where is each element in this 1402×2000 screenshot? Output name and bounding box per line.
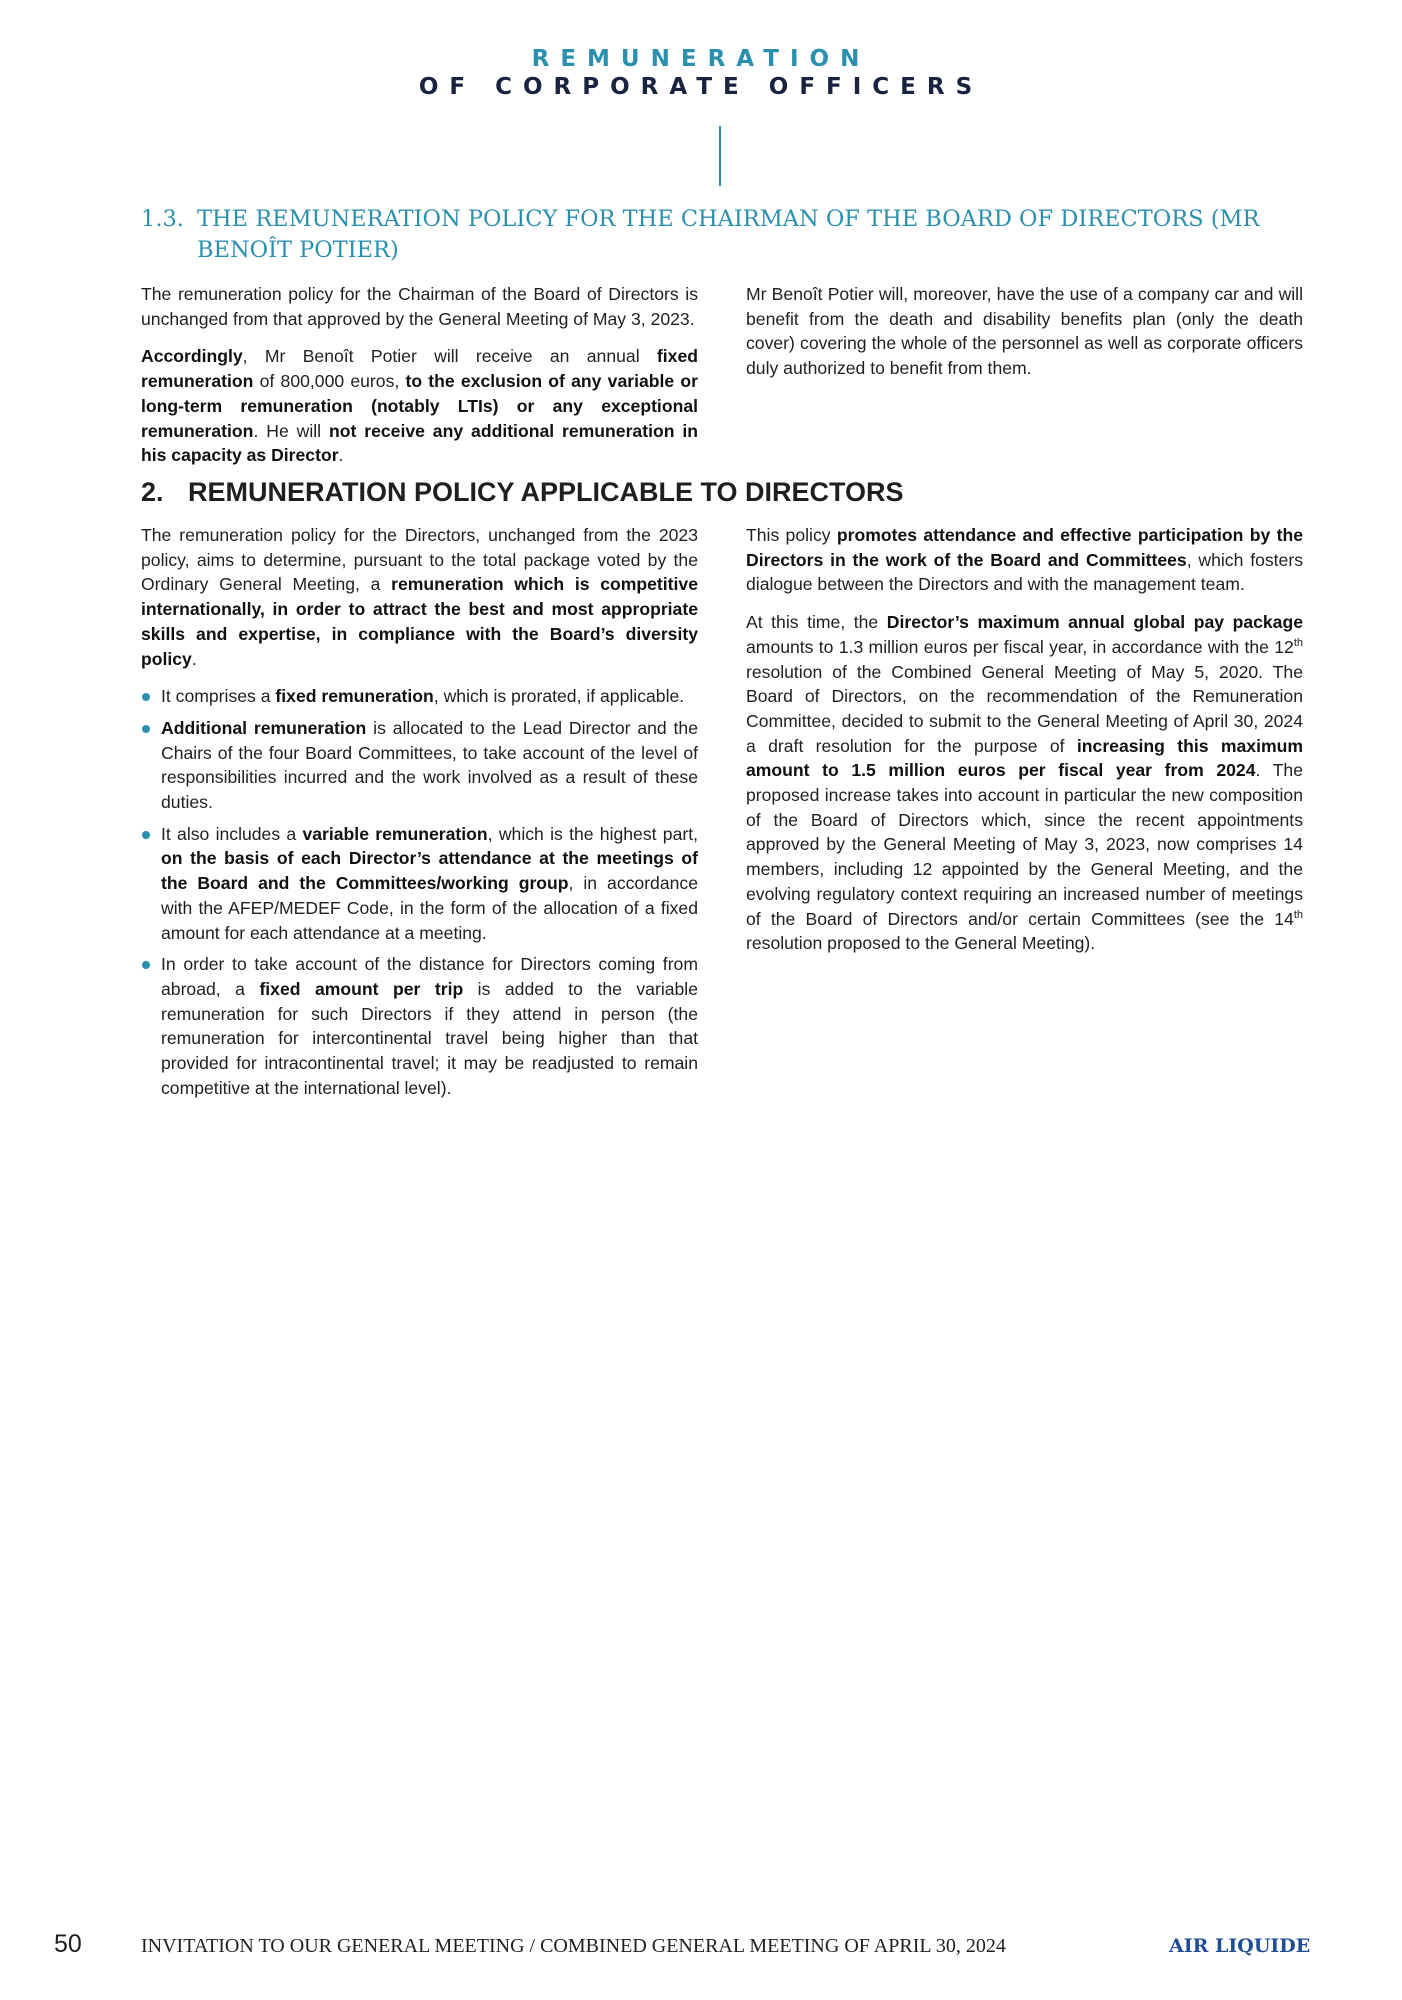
header-title-line1: REMUNERATION [531,46,871,72]
paragraph: At this time, the Director’s maximum annual global pay package amounts to 1.3 million euros per fiscal year, in accordance with the 12th resolution of the Combined General Meeting of May 5, 2020. The Board of Directors, on the recommendation of the Remuneration Committee, decided to submit to the General Meeting of April 30, 2024 a draft resolution for the purpose of increasing this maximum amount to 1.5 million euros per fiscal year from 2024. The proposed increase takes into account in particular the new composition of the Board of Directors which, since the recent appointments approved by the General Meeting of May 3, 2023, now comprises 14 members, including 12 appointed by the General Meeting, and the evolving regulatory context requiring an increased number of meetings of the Board of Directors and/or certain Committees (see the 14th resolution proposed to the General Meeting). [746,612,1304,954]
bullet-list [141,684,698,1100]
section-1-3-left-column [141,282,698,481]
list-item: It comprises a fixed remuneration, which is prorated, if applicable. [141,684,698,709]
list-item: In order to take account of the distance for Directors coming from abroad, a fixed amount per trip is added to the variable remuneration for such Directors if they attend in person (the remuneration for intercontinental travel being higher than that provided for intracontinental travel; it may be readjusted to remain competitive at the international level). [141,952,698,1100]
header-title-line2: OF CORPORATE OFFICERS [418,74,984,100]
section-number: 2. [141,477,164,507]
paragraph: This policy promotes attendance and effective participation by the Directors in the work of the Board and Committees, which fosters dialogue between the Directors and with the management team. [746,525,1303,595]
paragraph: The remuneration policy for the Directors, unchanged from the 2023 policy, aims to determine, pursuant to the total package voted by the Ordinary General Meeting, a remuneration which is competitive internationally, in order to attract the best and most appropriate skills and expertise, in compliance with the Board’s diversity policy. [141,525,699,669]
header-divider [719,126,721,186]
paragraph: Mr Benoît Potier will, moreover, have the use of a company car and will benefit from the death and disability benefits plan (only the death cover) covering the whole of the personnel as well as corporate officers duly authorized to benefit from them. [746,284,1303,379]
bullet-icon [142,831,150,839]
page-number: 50 [54,1930,82,1958]
list-item: Additional remuneration is allocated to the Lead Director and the Chairs of the four Board Committees, to take account of the level of responsibilities incurred and the work involved as a result of these duties. [141,716,698,815]
bullet-icon [142,961,150,969]
bullet-icon [142,725,150,733]
section-title: THE REMUNERATION POLICY FOR THE CHAIRMAN OF THE BOARD OF DIRECTORS (MR BENOÎT POTIER) [197,206,1260,263]
bullet-icon [142,693,150,701]
paragraph: The remuneration policy for the Chairman of the Board of Directors is unchanged from that approved by the General Meeting of May 3, 2023. [141,284,698,329]
section-2-left-column [141,523,698,1107]
section-title: REMUNERATION POLICY APPLICABLE TO DIRECTORS [188,477,904,507]
list-item: It also includes a variable remuneration, which is the highest part, on the basis of each Director’s attendance at the meetings of the Board and the Committees/working group, in accordance with the AFEP/MEDEF Code, in the form of the allocation of a fixed amount for each attendance at a meeting. [141,822,698,946]
footer-title: INVITATION TO OUR GENERAL MEETING / COMBINED GENERAL MEETING OF APRIL 30, 2024 [141,1935,1006,1957]
company-logo: AIR LIQUIDE [1169,1935,1311,1957]
section-number: 1.3. [141,206,184,232]
paragraph: Accordingly, Mr Benoît Potier will receive an annual fixed remuneration of 800,000 euros, to the exclusion of any variable or long-term remuneration (notably LTIs) or any exceptional remuneration. He will not receive any additional remuneration in his capacity as Director. [141,346,698,466]
section-1-3-right-column [746,282,1303,394]
section-2-right-column [746,523,1303,969]
